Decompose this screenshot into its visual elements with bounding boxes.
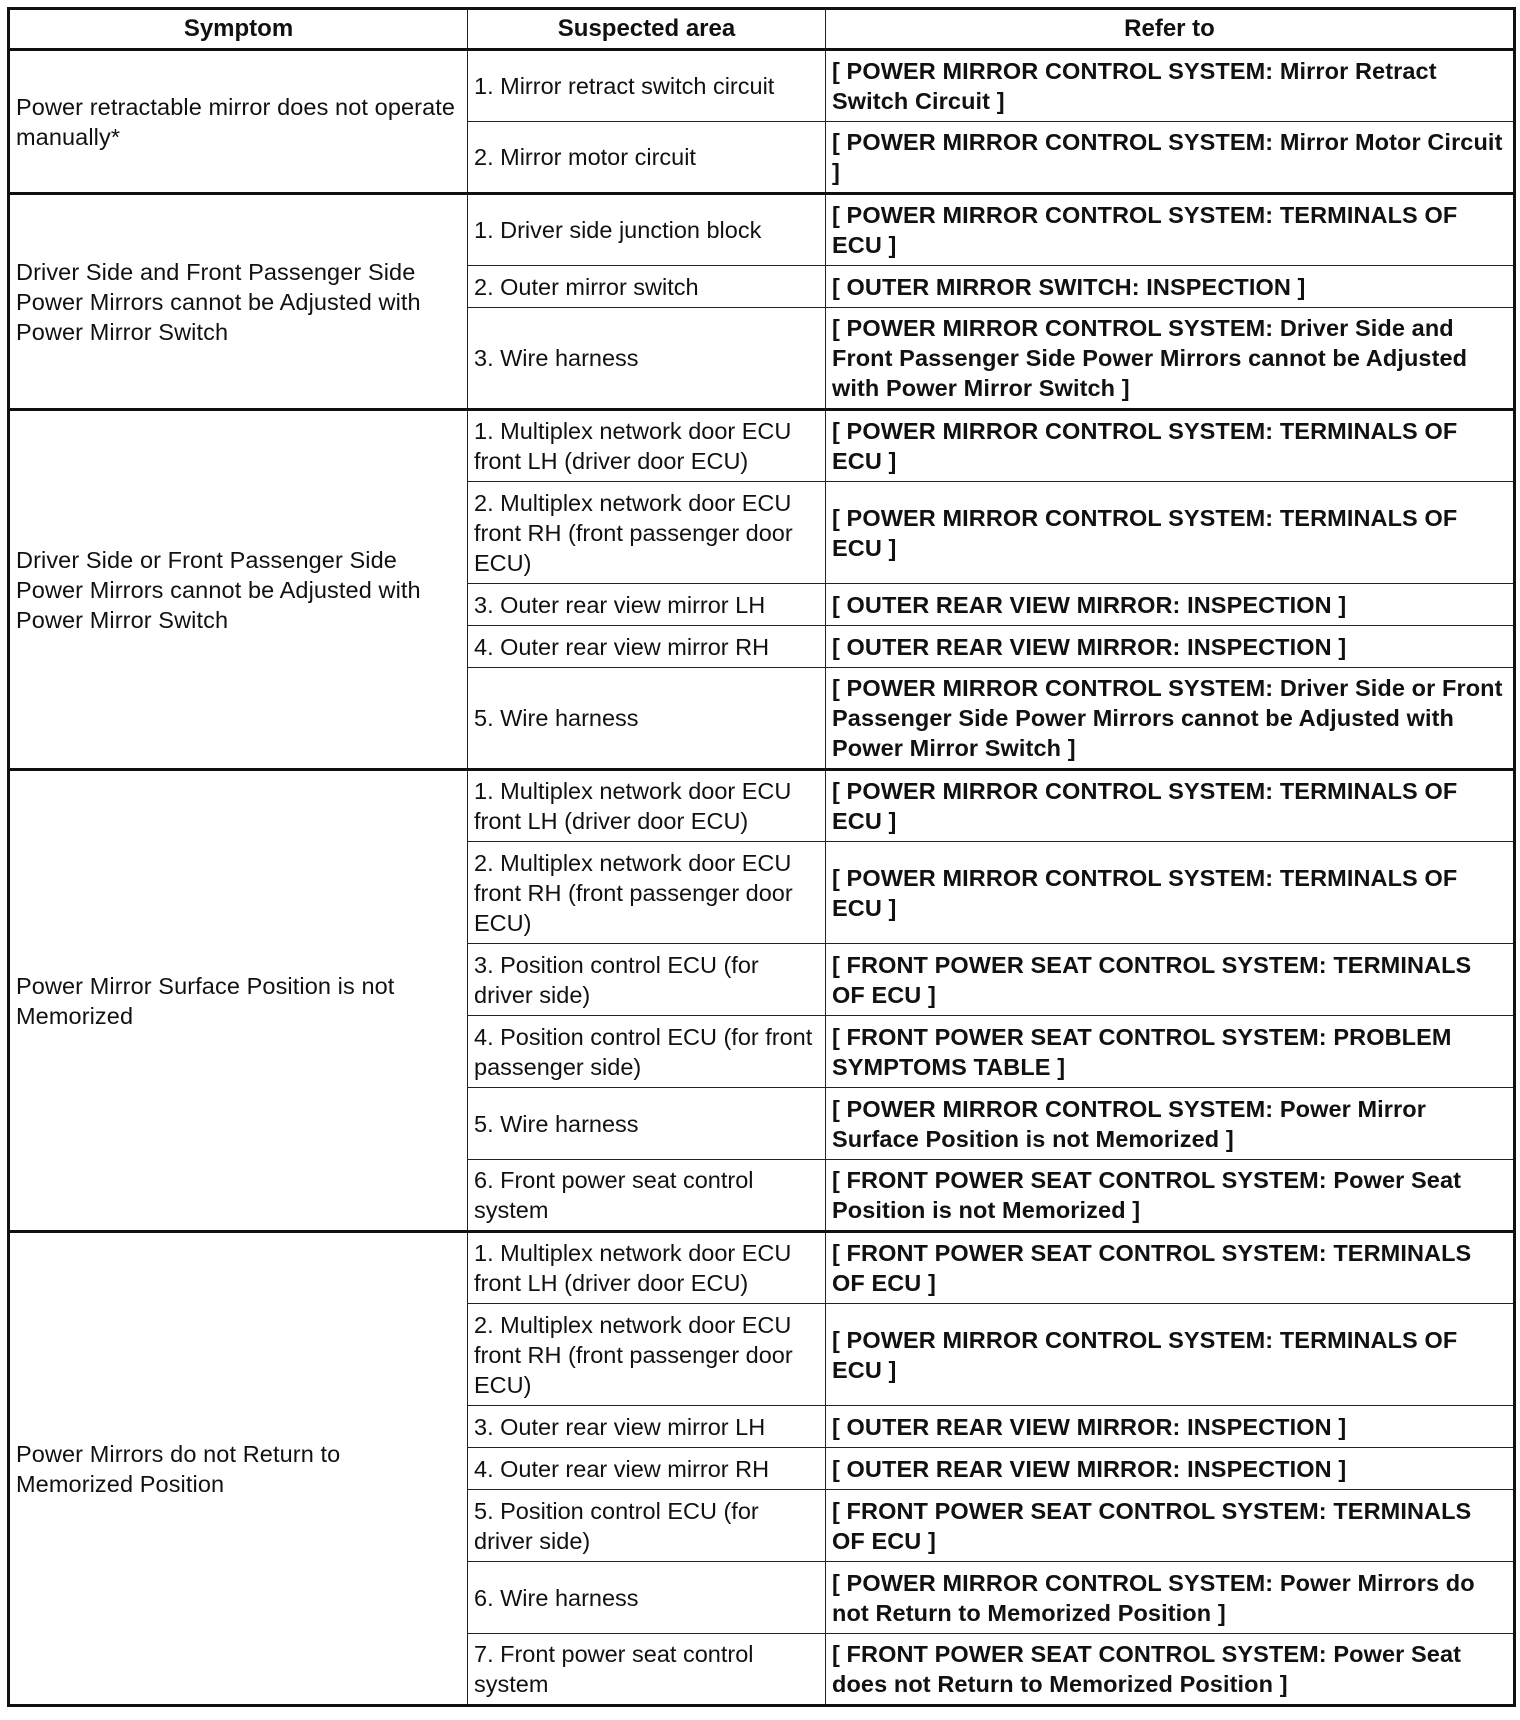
- refer-to-cell: [ POWER MIRROR CONTROL SYSTEM: Driver Side or Front Passenger Side Power Mirrors cannot be Adjusted with Power Mirror Switch ]: [826, 668, 1515, 770]
- suspected-area-cell: 6. Front power seat control system: [468, 1160, 826, 1232]
- refer-to-cell: [ POWER MIRROR CONTROL SYSTEM: TERMINALS OF ECU ]: [826, 770, 1515, 842]
- suspected-area-cell: 2. Outer mirror switch: [468, 266, 826, 308]
- header-symptom: Symptom: [9, 9, 468, 50]
- table-body: [9, 50, 1515, 1706]
- suspected-area-cell: 1. Multiplex network door ECU front LH (driver door ECU): [468, 410, 826, 482]
- refer-to-cell: [ POWER MIRROR CONTROL SYSTEM: Driver Side and Front Passenger Side Power Mirrors cannot be Adjusted with Power Mirror Switch ]: [826, 308, 1515, 410]
- refer-to-cell: [ OUTER REAR VIEW MIRROR: INSPECTION ]: [826, 1406, 1515, 1448]
- table-row: [9, 410, 1515, 482]
- refer-to-cell: [ OUTER REAR VIEW MIRROR: INSPECTION ]: [826, 1448, 1515, 1490]
- suspected-area-cell: 3. Outer rear view mirror LH: [468, 1406, 826, 1448]
- refer-to-cell: [ POWER MIRROR CONTROL SYSTEM: Mirror Retract Switch Circuit ]: [826, 50, 1515, 122]
- refer-to-cell: [ FRONT POWER SEAT CONTROL SYSTEM: PROBLEM SYMPTOMS TABLE ]: [826, 1016, 1515, 1088]
- suspected-area-cell: 2. Mirror motor circuit: [468, 122, 826, 194]
- suspected-area-cell: 3. Position control ECU (for driver side): [468, 944, 826, 1016]
- suspected-area-cell: 5. Wire harness: [468, 668, 826, 770]
- suspected-area-cell: 7. Front power seat control system: [468, 1634, 826, 1706]
- suspected-area-cell: 2. Multiplex network door ECU front RH (front passenger door ECU): [468, 842, 826, 944]
- suspected-area-cell: 3. Outer rear view mirror LH: [468, 584, 826, 626]
- suspected-area-cell: 1. Mirror retract switch circuit: [468, 50, 826, 122]
- refer-to-cell: [ FRONT POWER SEAT CONTROL SYSTEM: TERMINALS OF ECU ]: [826, 944, 1515, 1016]
- refer-to-cell: [ POWER MIRROR CONTROL SYSTEM: Power Mirrors do not Return to Memorized Position ]: [826, 1562, 1515, 1634]
- table-row: [9, 770, 1515, 842]
- refer-to-cell: [ POWER MIRROR CONTROL SYSTEM: TERMINALS OF ECU ]: [826, 410, 1515, 482]
- table-row: [9, 1232, 1515, 1304]
- suspected-area-cell: 4. Outer rear view mirror RH: [468, 626, 826, 668]
- refer-to-cell: [ POWER MIRROR CONTROL SYSTEM: TERMINALS OF ECU ]: [826, 1304, 1515, 1406]
- refer-to-cell: [ POWER MIRROR CONTROL SYSTEM: Power Mirror Surface Position is not Memorized ]: [826, 1088, 1515, 1160]
- symptom-cell: Power Mirrors do not Return to Memorized Position: [9, 1232, 468, 1706]
- refer-to-cell: [ OUTER REAR VIEW MIRROR: INSPECTION ]: [826, 584, 1515, 626]
- header-refer-to: Refer to: [826, 9, 1515, 50]
- refer-to-cell: [ OUTER MIRROR SWITCH: INSPECTION ]: [826, 266, 1515, 308]
- table-row: [9, 50, 1515, 122]
- suspected-area-cell: 1. Multiplex network door ECU front LH (driver door ECU): [468, 1232, 826, 1304]
- symptom-cell: Power retractable mirror does not operate manually*: [9, 50, 468, 194]
- refer-to-cell: [ FRONT POWER SEAT CONTROL SYSTEM: TERMINALS OF ECU ]: [826, 1490, 1515, 1562]
- symptom-cell: Driver Side or Front Passenger Side Power Mirrors cannot be Adjusted with Power Mirror Switch: [9, 410, 468, 770]
- suspected-area-cell: 4. Outer rear view mirror RH: [468, 1448, 826, 1490]
- suspected-area-cell: 1. Driver side junction block: [468, 194, 826, 266]
- refer-to-cell: [ POWER MIRROR CONTROL SYSTEM: Mirror Motor Circuit ]: [826, 122, 1515, 194]
- refer-to-cell: [ POWER MIRROR CONTROL SYSTEM: TERMINALS OF ECU ]: [826, 842, 1515, 944]
- refer-to-cell: [ OUTER REAR VIEW MIRROR: INSPECTION ]: [826, 626, 1515, 668]
- suspected-area-cell: 5. Wire harness: [468, 1088, 826, 1160]
- refer-to-cell: [ FRONT POWER SEAT CONTROL SYSTEM: Power Seat does not Return to Memorized Position ]: [826, 1634, 1515, 1706]
- suspected-area-cell: 6. Wire harness: [468, 1562, 826, 1634]
- suspected-area-cell: 4. Position control ECU (for front passenger side): [468, 1016, 826, 1088]
- table-row: [9, 194, 1515, 266]
- refer-to-cell: [ POWER MIRROR CONTROL SYSTEM: TERMINALS OF ECU ]: [826, 194, 1515, 266]
- problem-symptoms-table: [7, 7, 1516, 1707]
- suspected-area-cell: 2. Multiplex network door ECU front RH (front passenger door ECU): [468, 482, 826, 584]
- suspected-area-cell: 2. Multiplex network door ECU front RH (front passenger door ECU): [468, 1304, 826, 1406]
- refer-to-cell: [ FRONT POWER SEAT CONTROL SYSTEM: TERMINALS OF ECU ]: [826, 1232, 1515, 1304]
- suspected-area-cell: 1. Multiplex network door ECU front LH (driver door ECU): [468, 770, 826, 842]
- table-header-row: [9, 9, 1515, 50]
- refer-to-cell: [ POWER MIRROR CONTROL SYSTEM: TERMINALS OF ECU ]: [826, 482, 1515, 584]
- header-suspected-area: Suspected area: [468, 9, 826, 50]
- refer-to-cell: [ FRONT POWER SEAT CONTROL SYSTEM: Power Seat Position is not Memorized ]: [826, 1160, 1515, 1232]
- symptom-cell: Driver Side and Front Passenger Side Power Mirrors cannot be Adjusted with Power Mirror Switch: [9, 194, 468, 410]
- suspected-area-cell: 3. Wire harness: [468, 308, 826, 410]
- symptom-cell: Power Mirror Surface Position is not Memorized: [9, 770, 468, 1232]
- suspected-area-cell: 5. Position control ECU (for driver side): [468, 1490, 826, 1562]
